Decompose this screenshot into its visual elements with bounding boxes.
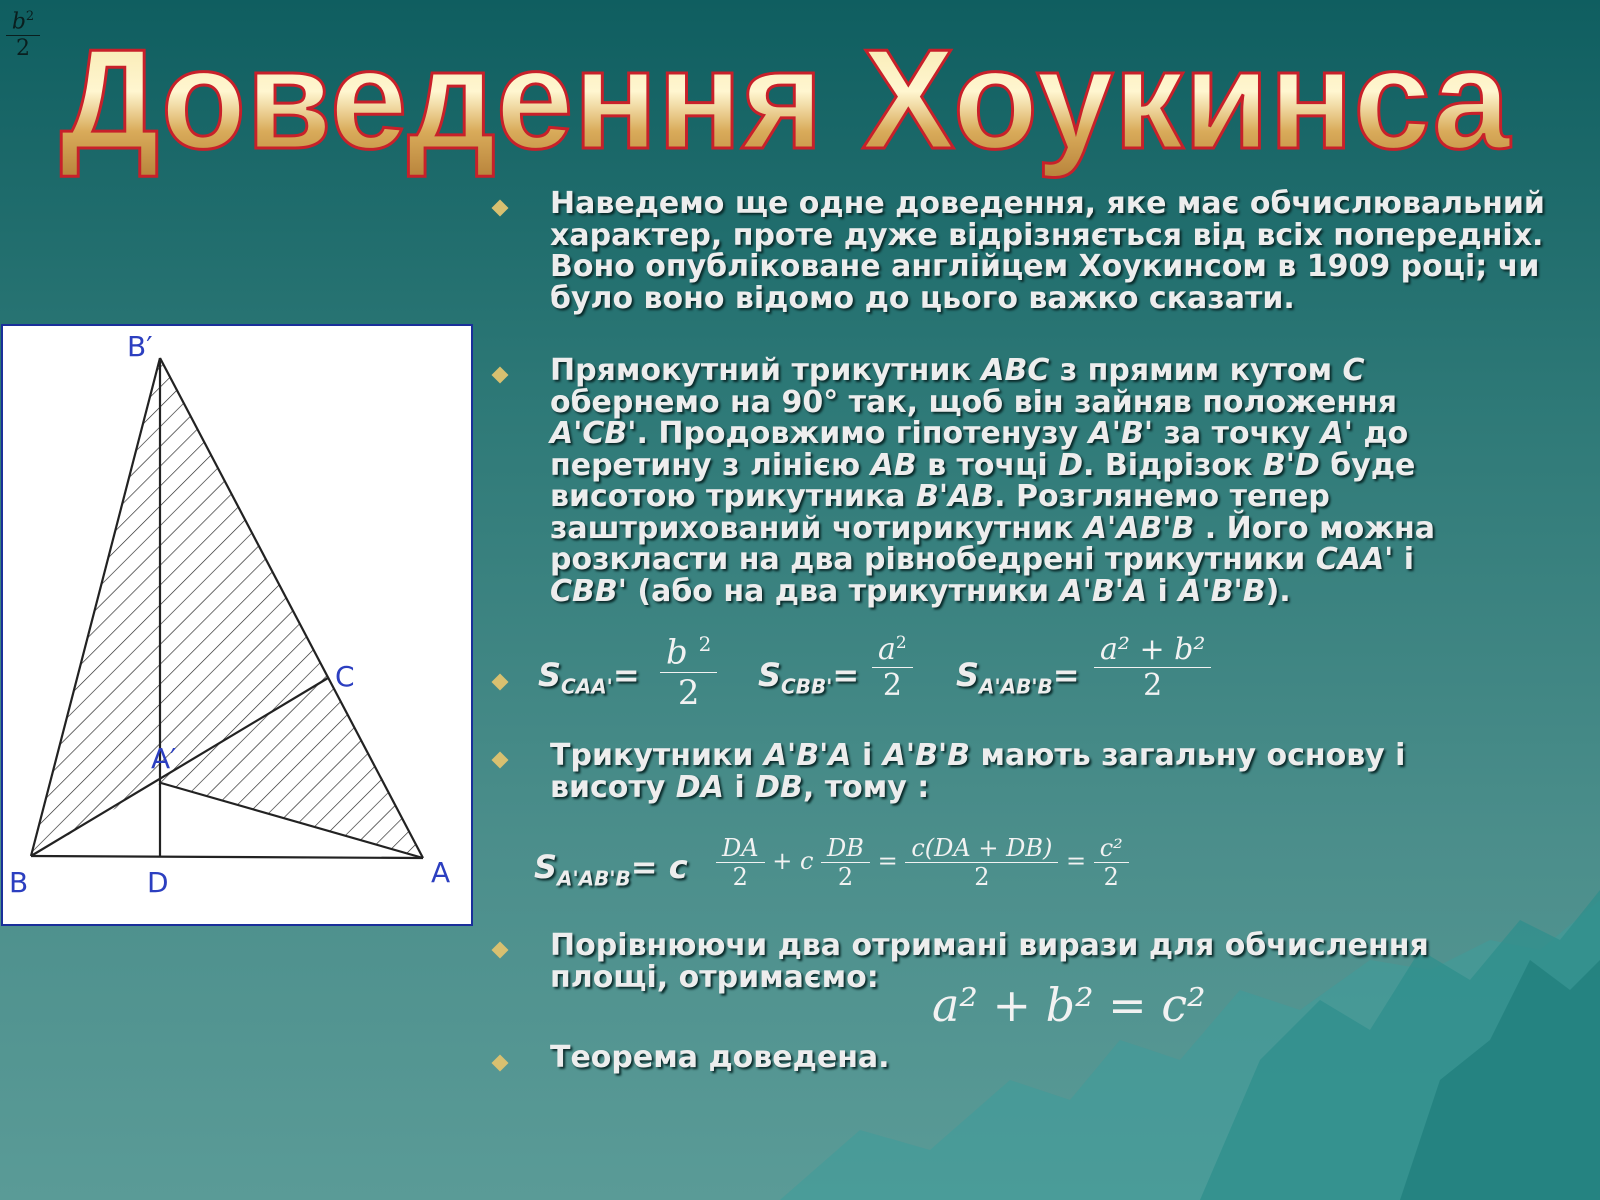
formula-s-aab-fraction: $\frac{\text{a² + b²}}{2}$ — [1094, 632, 1211, 703]
title-text: Доведення Хоукинса — [60, 20, 1512, 179]
label-a: A — [431, 856, 451, 889]
label-d: D — [147, 866, 169, 899]
formula-s-caa-label: $S_{CAA'}=$ — [538, 656, 640, 699]
formula-s-caa-fraction: $\frac{b ^2}{2}$ — [660, 632, 717, 713]
label-c: C — [335, 660, 355, 693]
paragraph-construction: Прямокутний трикутник ABC з прямим кутом C обернемо на 90° так, щоб він зайняв положення A'CB'. Продовжимо гіпотенузу A'B' за точку A' до перетину з лінією AB в точці D. Відрізок B'D буде висотою трикутника B'AB. Розглянемо тепер заштрихований чотирикутник A'AB'B . Його можна розкласти на два рівнобедрені трикутники CAA' і CBB' (або на два трикутники A'B'A і A'B'B). — [550, 353, 1436, 609]
paragraph-intro: Наведемо ще одне доведення, яке має обчислювальний характер, проте дуже відрізняється від всіх попередніх. Воно опубліковане англійцем Хоукинсом в 1909 році; чи було воно відомо до цього важко сказати. — [550, 186, 1545, 316]
paragraph-comparison: Порівнюючи два отримані вирази для обчислення площі, отримаємо: — [550, 928, 1429, 995]
formula-s-aab2-expression: $\frac{DA}{2}$ + c $\frac{DB}{2}$ = $\frac{c(DA + DB)}{2}$ = $\frac{\text{c²}}{2}$ — [716, 834, 1129, 891]
pythagoras-formula: a² + b² = c² — [932, 978, 1206, 1032]
paragraph-conclusion: Теорема доведена. — [550, 1040, 890, 1075]
segment-b-a — [31, 856, 423, 858]
label-b-prime: B′ — [127, 330, 153, 363]
hatched-quadrilateral — [31, 358, 423, 858]
label-b: B — [9, 866, 29, 899]
page-title — [0, 0, 1600, 190]
triangle-figure — [1, 324, 473, 926]
corner-formula: $\frac{b^2}{2}$ — [6, 4, 40, 62]
formula-s-cbb-fraction: $\frac{a^2}{2}$ — [872, 632, 913, 703]
formula-s-aab-label: $S_{A'AB'B}=$ — [956, 656, 1080, 699]
paragraph-triangles: Трикутники A'B'A і A'B'B мають загальну основу і висоту DA і DB, тому : — [550, 738, 1406, 805]
label-a-prime: A′ — [151, 742, 177, 775]
formula-s-aab2-label: $S_{A'AB'B}= c$ — [534, 848, 688, 891]
formula-s-cbb-label: $S_{CBB'}=$ — [758, 656, 860, 699]
